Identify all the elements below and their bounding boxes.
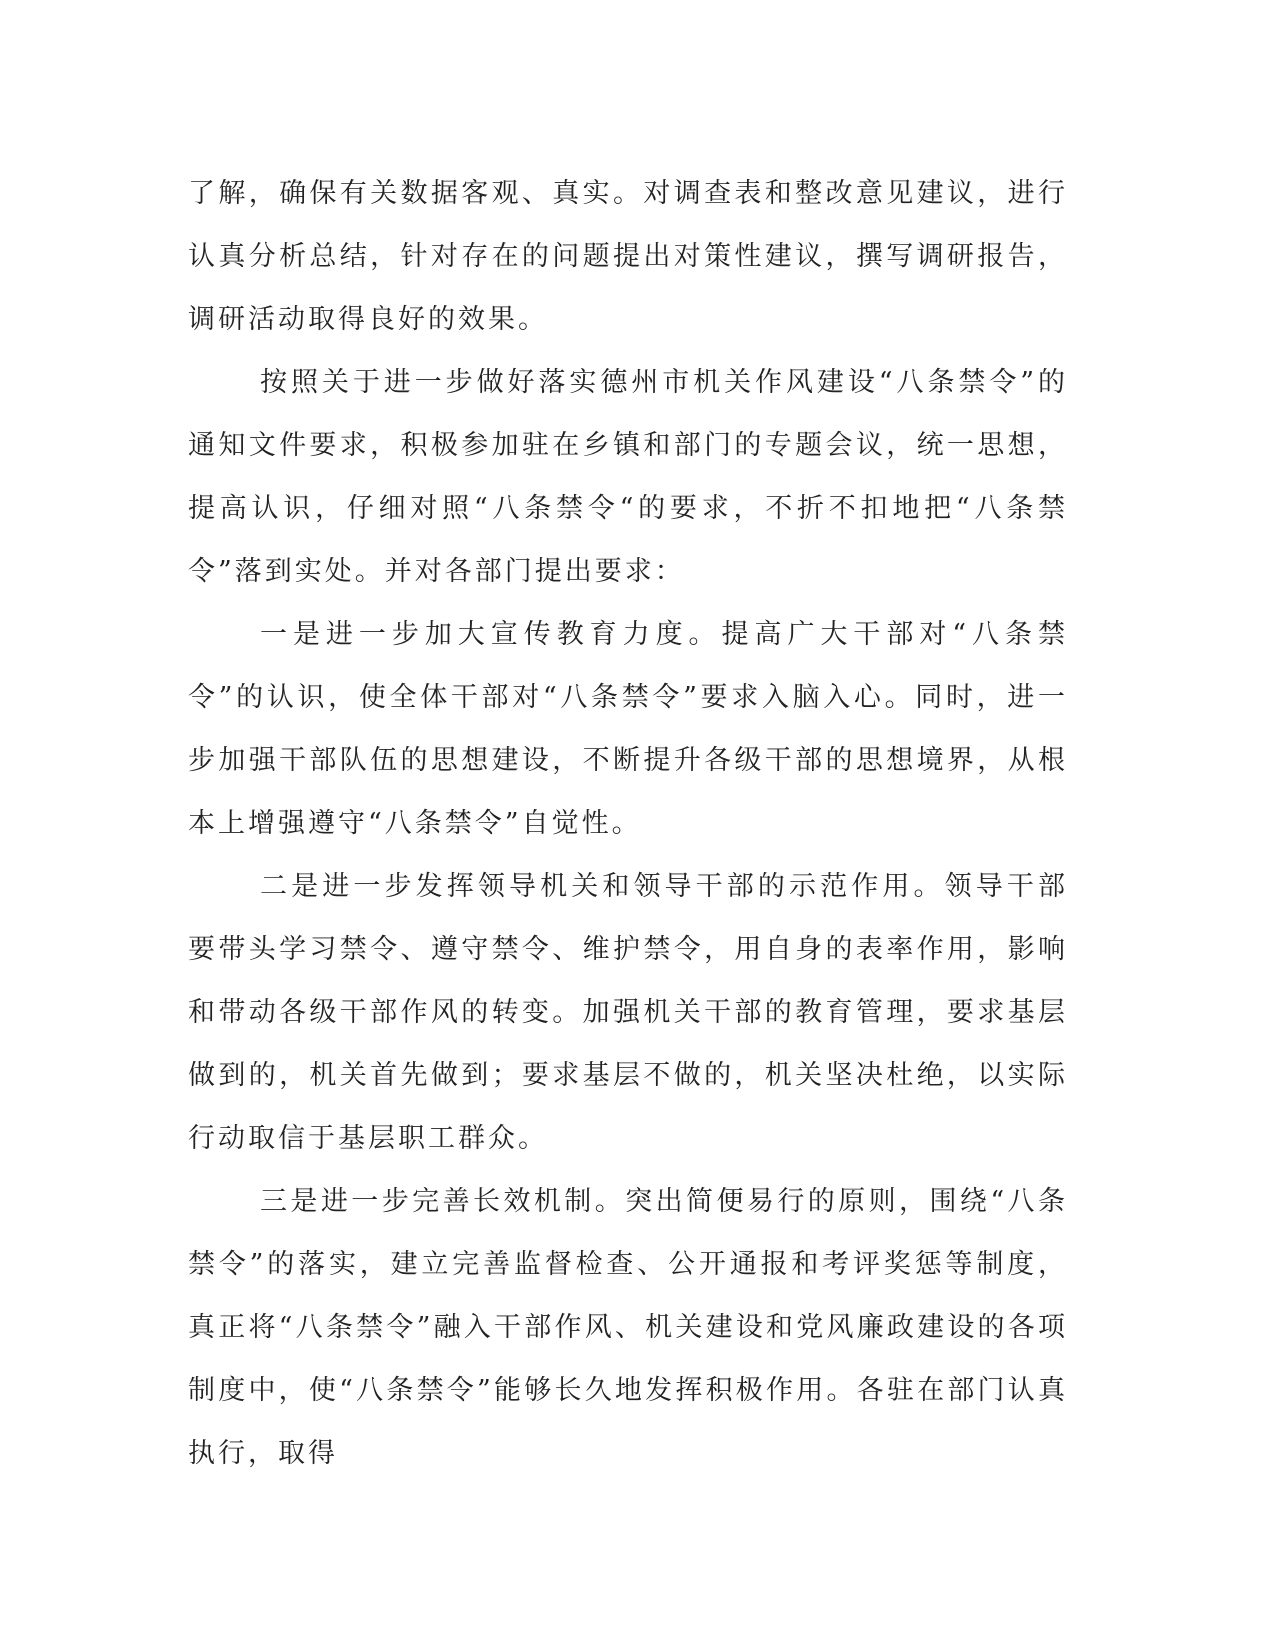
paragraph-4: 二是进一步发挥领导机关和领导干部的示范作用。领导干部要带头学习禁令、遵守禁令、维护禁令，用自身的表率作用，影响和带动各级干部作风的转变。加强机关干部的教育管理，要求基层做到的，机关首先做到；要求基层不做的，机关坚决杜绝，以实际行动取信于基层职工群众。 — [188, 871, 1068, 1154]
document-body — [188, 162, 1068, 1485]
paragraph-2: 按照关于进一步做好落实德州市机关作风建设“八条禁令”的通知文件要求，积极参加驻在乡镇和部门的专题会议，统一思想，提高认识，仔细对照“八条禁令“的要求，不折不扣地把“八条禁令”落到实处。并对各部门提出要求： — [188, 367, 1068, 587]
paragraph-3: 一是进一步加大宣传教育力度。提高广大干部对“八条禁令”的认识，使全体干部对“八条禁令”要求入脑入心。同时，进一步加强干部队伍的思想建设，不断提升各级干部的思想境界，从根本上增强遵守“八条禁令”自觉性。 — [188, 619, 1068, 839]
paragraph-5: 三是进一步完善长效机制。突出简便易行的原则，围绕“八条禁令”的落实，建立完善监督检查、公开通报和考评奖惩等制度，真正将“八条禁令”融入干部作风、机关建设和党风廉政建设的各项制度中，使“八条禁令”能够长久地发挥积极作用。各驻在部门认真执行，取得 — [188, 1186, 1068, 1469]
paragraph-1: 了解，确保有关数据客观、真实。对调查表和整改意见建议，进行认真分析总结，针对存在的问题提出对策性建议，撰写调研报告，调研活动取得良好的效果。 — [188, 178, 1068, 335]
